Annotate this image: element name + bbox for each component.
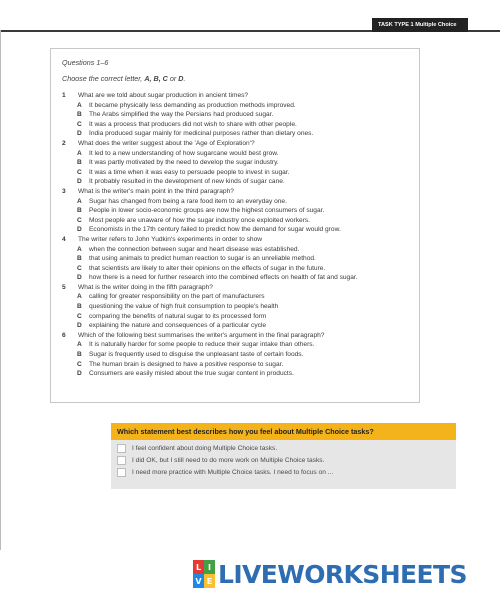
- question-number: 1: [62, 92, 66, 99]
- option-text: It was partly motivated by the need to develop the sugar industry.: [89, 159, 279, 167]
- option-letter: C: [77, 168, 82, 176]
- question-4: [62, 235, 412, 283]
- feedback-option-3[interactable]: [111, 466, 456, 478]
- feedback-option-2[interactable]: [111, 454, 456, 466]
- option-letter: A: [77, 197, 82, 205]
- answer-option: [62, 264, 412, 274]
- feedback-title: Which statement best describes how you feel about Multiple Choice tasks?: [111, 423, 456, 440]
- questions-list: [62, 91, 412, 379]
- questions-heading: Questions 1–6: [62, 58, 109, 67]
- option-letter: D: [77, 130, 82, 138]
- question-number: 4: [62, 235, 66, 243]
- option-text: how there is a need for further research into the combined effects on health of fat and sugar.: [89, 274, 358, 282]
- question-5: [62, 283, 412, 331]
- option-letter: C: [77, 216, 82, 224]
- option-letter: B: [77, 303, 82, 311]
- option-letter: B: [77, 255, 82, 263]
- feedback-checkbox[interactable]: [117, 456, 126, 465]
- answer-option: [62, 292, 412, 302]
- option-text: that using animals to predict human reaction to sugar is an unreliable method.: [89, 255, 316, 263]
- option-letter: D: [77, 226, 82, 234]
- liveworksheets-logo-icon: [193, 560, 215, 588]
- answer-option: [62, 110, 412, 120]
- option-text: The Arabs simplified the way the Persians had produced sugar.: [89, 111, 274, 119]
- option-text: explaining the nature and consequences of a particular cycle: [89, 322, 267, 330]
- option-letter: D: [77, 322, 82, 330]
- page-edge: [0, 30, 1, 550]
- answer-option: [62, 312, 412, 322]
- logo-letter: V: [193, 574, 204, 588]
- answer-option: [62, 360, 412, 370]
- option-text: Consumers are easily misled about the true sugar content in products.: [89, 370, 294, 378]
- question-text: Which of the following best summarises the writer's argument in the final paragraph?: [78, 331, 325, 339]
- brand-name: LIVEWORKSHEETS: [218, 559, 467, 589]
- feedback-option-1[interactable]: [111, 442, 456, 454]
- option-text: The human brain is designed to have a positive response to sugar.: [89, 360, 284, 368]
- answer-option: [62, 168, 412, 178]
- question-text: What is the writer's main point in the third paragraph?: [78, 187, 234, 195]
- answer-option: [62, 197, 412, 207]
- option-text: calling for greater responsibility on the part of manufacturers: [89, 293, 265, 301]
- answer-option: [62, 254, 412, 264]
- option-text: Sugar is frequently used to disguise the unpleasant taste of certain foods.: [89, 351, 304, 359]
- option-text: It probably resulted in the development of new kinds of sugar cane.: [89, 178, 285, 186]
- option-letter: A: [77, 101, 82, 109]
- question-2: [62, 139, 412, 187]
- question-text: The writer refers to John Yudkin's experiments in order to show: [78, 235, 263, 243]
- option-letter: C: [77, 264, 82, 272]
- option-letter: C: [77, 120, 82, 128]
- question-6: [62, 331, 412, 379]
- question-3: [62, 187, 412, 235]
- option-text: questioning the value of high fruit consumption to people's health: [89, 303, 279, 311]
- answer-option: [62, 245, 412, 255]
- option-letter: A: [77, 293, 82, 301]
- question-stem: [62, 91, 412, 101]
- option-text: It is naturally harder for some people to reduce their sugar intake than others.: [89, 341, 315, 349]
- answer-option: [62, 129, 412, 139]
- answer-option: [62, 340, 412, 350]
- option-text: People in lower socio-economic groups are now the highest consumers of sugar.: [89, 207, 325, 215]
- question-text: What are we told about sugar production in ancient times?: [78, 92, 249, 99]
- option-letter: A: [77, 149, 82, 157]
- option-text: It was a time when it was easy to persuade people to invest in sugar.: [89, 168, 290, 176]
- option-text: It was a process that producers did not wish to share with other people.: [89, 120, 297, 128]
- question-stem: [62, 187, 412, 197]
- task-type-tab: TASK TYPE 1 Multiple Choice: [372, 18, 468, 32]
- option-text: when the connection between sugar and heart disease was established.: [89, 245, 300, 253]
- question-stem: [62, 139, 412, 149]
- answer-option: [62, 158, 412, 168]
- option-text: It led to a new understanding of how sugarcane would best grow.: [89, 149, 279, 157]
- option-letter: A: [77, 245, 82, 253]
- option-letter: A: [77, 341, 82, 349]
- answer-option: [62, 177, 412, 187]
- question-stem: [62, 283, 412, 293]
- feedback-option-label: I did OK, but I still need to do more work on Multiple Choice tasks.: [132, 456, 325, 464]
- answer-option: [62, 273, 412, 283]
- question-number: 3: [62, 187, 66, 195]
- option-text: Economists in the 17th century failed to predict how the demand for sugar would grow.: [89, 226, 341, 234]
- option-letter: D: [77, 370, 82, 378]
- logo-letter: I: [204, 560, 215, 574]
- feedback-box: [111, 423, 456, 489]
- answer-option: [62, 206, 412, 216]
- question-stem: [62, 331, 412, 341]
- question-text: What is the writer doing in the fifth paragraph?: [78, 283, 213, 291]
- option-letter: C: [77, 360, 82, 368]
- question-number: 2: [62, 139, 66, 147]
- answer-option: [62, 225, 412, 235]
- answer-option: [62, 369, 412, 379]
- question-number: 5: [62, 283, 66, 291]
- option-text: India produced sugar mainly for medicinal purposes rather than dietary ones.: [89, 130, 314, 138]
- option-text: It became physically less demanding as production methods improved.: [89, 101, 296, 109]
- liveworksheets-brand: [193, 558, 467, 590]
- feedback-options: [111, 440, 456, 489]
- option-letter: B: [77, 159, 82, 167]
- option-letter: D: [77, 178, 82, 186]
- feedback-checkbox[interactable]: [117, 444, 126, 453]
- feedback-option-label: I feel confident about doing Multiple Choice tasks.: [132, 444, 278, 452]
- option-text: Most people are unaware of how the sugar industry once exploited workers.: [89, 216, 311, 224]
- question-number: 6: [62, 331, 66, 339]
- question-stem: [62, 235, 412, 245]
- answer-option: [62, 120, 412, 130]
- logo-letter: E: [204, 574, 215, 588]
- question-1: [62, 91, 412, 139]
- answer-option: [62, 302, 412, 312]
- question-text: What does the writer suggest about the 'Age of Exploration'?: [78, 139, 255, 147]
- option-text: Sugar has changed from being a rare food item to an everyday one.: [89, 197, 287, 205]
- answer-option: [62, 321, 412, 331]
- feedback-checkbox[interactable]: [117, 468, 126, 477]
- questions-instruction: Choose the correct letter, A, B, C or D.: [62, 74, 186, 83]
- option-text: comparing the benefits of natural sugar to its processed form: [89, 312, 267, 320]
- option-text: that scientists are likely to alter their opinions on the effects of sugar in the future.: [89, 264, 326, 272]
- answer-option: [62, 350, 412, 360]
- logo-letter: L: [193, 560, 204, 574]
- answer-option: [62, 149, 412, 159]
- option-letter: B: [77, 351, 82, 359]
- option-letter: C: [77, 312, 82, 320]
- option-letter: B: [77, 111, 82, 119]
- option-letter: D: [77, 274, 82, 282]
- feedback-option-label: I need more practice with Multiple Choice tasks. I need to focus on ...: [132, 468, 334, 476]
- answer-option: [62, 216, 412, 226]
- option-letter: B: [77, 207, 82, 215]
- answer-option: [62, 101, 412, 111]
